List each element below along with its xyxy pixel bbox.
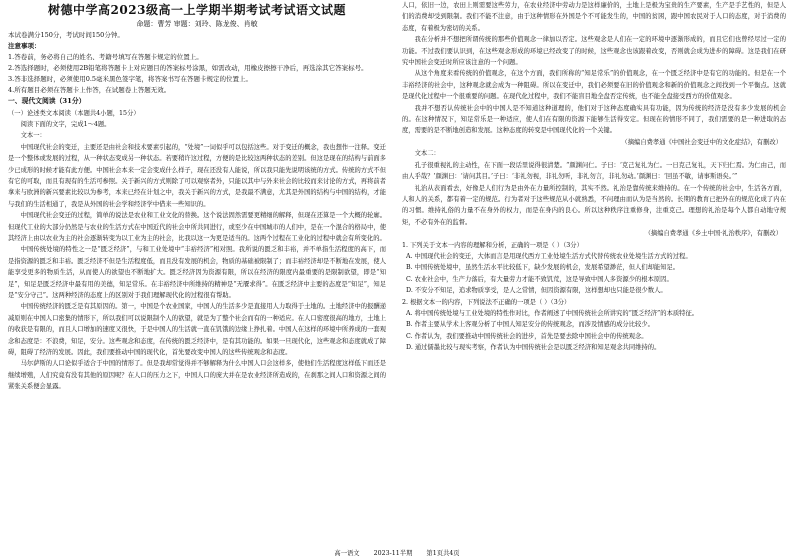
text1-paragraph: 中国传统经济的匮乏是有其原因的。第一，中国是个农业国家，中国人的生活多少是直接用人力取得于土地的。土地经济中的报酬递减原则在中国人口密集的情形下，所以我们可以说限制个人的欲望，就是为了整个社会而有的一种适应。在人口密度很高的地方，土地上的收获是有限的，而且人口增加的速度又很快，于是中国人的生活就一直在饥饿的边缘上挣扎着。中国人在这样的环境中所养成的一套观念和态度是：不浪费，知足，安分。这些观念和态度，在传统的匮乏经济中，是有其功能的。如果一旦现代化，这些观念和态度就成了障碍，阻碍了经济的发展。因此，我们要推动中国的现代化，首先要改变中国人的这些传统观念和态度。 <box>8 303 386 357</box>
right-column <box>402 0 786 548</box>
question-option: D. 不安分不知足，追求物质享受，是人之常情，但因资源有限，这样想却也只能是很少数人。 <box>406 287 667 295</box>
question-option: B. 中国传统处境中，虽然生活水平比较低下，缺少发展的机会，发展希望渺茫，但人们却能知足。 <box>406 264 680 272</box>
text1-continued: 我并不想否认传统社会中的中国人是不知道这种道理的，他们对于这种态度确实具有功能，因为传统的经济是没有多少发展的机会的。在这种情况下，知足常乐是一种适应，使人们在有限的资源下能够生活得安定。但现在的情形不同了，我们需要的是一种进取的态度，需要的是不断地创造和发展。这种态度的转变是中国现代化的一个关键。 <box>402 104 786 135</box>
question-option: A. 将中国传统处境与工业处境的特性作对比，作者阐述了中国传统社会所讲究的“匮乏经济”的本质特征。 <box>406 309 699 317</box>
footer-page: 第1页共4页 <box>426 550 460 557</box>
exam-authors: 命题：曹芳 审题：刘玲、陈龙俊、肖敏 <box>136 20 258 28</box>
subsection-heading: （一）论述类文本阅读（本题共4小题，15分） <box>8 109 140 117</box>
text1-continued: 人口，依旧一边，农田上则需要这些劳力，在农业经济中劳动力是这样廉价的，土地上是极为宝贵的生产要素，生产是手艺性的，但是人们的消费却受到限制。我们不能不注意，由于这种情形在外国是个不可能发生的，中国的贫困，跟中国农民对于人口的态度，对于消费的态度，有着极为密切的关系。 <box>402 2 786 32</box>
text2-label: 文本二： <box>414 150 440 158</box>
section-heading: 一、现代文阅读（31分） <box>8 97 86 105</box>
text1-continued: 我在分析并不想把所谓传统的那些价值观念一律加以否定。这些观念是人们在一定的环境中逐渐形成的，而且它们也曾经尽过一定的功能。不过我们要认识到，在这些观念形成的环境已经改变了的时候，这些观念也该跟着改变，否则就会成为进步的障碍。这是我们在研究中国社会变迁时所应该注意的一个问题。 <box>402 36 786 67</box>
page-footer <box>0 549 794 558</box>
question-option: A. 中国现代社会的变迁，大体而言是用现代西方工业处境生活方式代替传统农业处境生活方式的过程。 <box>406 252 692 260</box>
notice-heading: 注意事项： <box>8 42 41 50</box>
footer-subject: 高一语文 <box>334 550 360 557</box>
text1-continued: 从这个角度来看传统的价值观念，在这个方面，我们所称的“知足常乐”的价值观念，在一个匮乏经济中是有它的功能的。但是在一个丰裕经济的社会中，这种观念就会成为一种阻碍。所以在变迁中，我们必须要在旧的价值观念和新的价值观念之间找到一个平衡点。这就是现代化过程中一个很重要的问题。在现代化过程中，我们不能盲目地全盘否定传统，也不能全盘接受西方的价值观念。 <box>402 70 786 101</box>
footer-term: 2023-11半期 <box>373 550 413 557</box>
exam-info: 本试卷满分150分，考试时间150分钟。 <box>8 31 124 39</box>
exam-title: 树德中学高2023级高一上学期半期考试考试语文试题 <box>48 3 346 17</box>
text1-paragraph: 中国现代社会的变迁，主要还是由社会和技术要素引起的，“处境”一词似乎可以包括这些。对于变迁的概念，我也想作一注释。变迁是一个整体或发展的过程，从一种状态变成另一种状态。若要稍许这过程，方便的是比较这两种状态的差别。但这是现在的结构与前面多少已成形的时候才能有此方便。中国社会本来一定会变成什么样子，现在还没有人能说，所以我只能先说明该统的方式。传统的方式不但有它的可取，而且有现有的生活可参照。关于新兴的方式则除了可以观察者外，只能以其中与外来社会的比较而来讨论的方式，再将前者拿来与欧洲的新兴要素比较以为参考，本来已经在计划之中，我关于新兴的方式，是我最不满意，尤其是外国的结构与中国的结构，才能与我们的生活相通了，我是从外国的社会学和经济学中借来一些知识的。 <box>8 143 386 208</box>
notice-item: 3.答非选择题时，必须使用0.5毫米黑色签字笔，将答案书写在答题卡规定的位置上。 <box>8 75 253 83</box>
question-option: D. 通过儒墨比较与现实考察，作者认为中国传统社会是以匮乏经济和知足观念共同维持的。 <box>406 344 661 352</box>
question-option: C. 农业社会中，生产力落后，有大量劳力才能不致饥荒，这是导致中国人多资源少的根本原因。 <box>406 275 673 283</box>
question-option: C. 作者认为，我们要推动中国传统社会的进步，首先是要去除中国社会中的传统观念。 <box>406 332 648 340</box>
notice-item: 1.答卷前，务必将自己的姓名、考籍号填写在答题卡规定的位置上。 <box>8 53 203 61</box>
text2-paragraph: 孔子很重视礼的主动性，在下面一段话里说得很清楚。“颜渊问仁。子曰：‘克己复礼为仁。一日克己复礼，天下归仁焉。为仁由己，而由人乎哉？’颜渊曰：‘请问其目。’子曰：‘非礼勿视，非礼勿听，非礼勿言，非礼勿动。’颜渊曰：‘回虽不敏，请事斯语矣。’” <box>402 161 786 181</box>
text1-paragraph: 中国现代社会变迁的过程，简单的说法是农业和工业文化的替换。这个说法固然需要更精细的解释，但现在还算是一个大概的轮廓。但现代工业的大部分仍然是与农业的生活方式在中国近代的社会中所共同进行，或至少在中国城市的人们中，是在一个混合的格局中，使其经济上由以农业为主的社会逐渐转变为以工业为主的社会，比我以这一为更是适当的。这两个过程在工业化的过程中就会有所变化的。 <box>8 212 386 242</box>
source-citation-1: （摘编自费孝通《中国社会变迁中的文化症结》，有删改） <box>621 138 782 146</box>
text2-paragraph: 礼治从表面看去，好像是人们行为是由外在力量所控制的，其实不然。礼治是靠传统来维持的。在一个传统的社会中，生活各方面，人和人的关系，都有着一定的规范。行为者对于这些规范从小就熟悉，不问理由而认为是当然的。长期的教育已把外在的规范化成了内在的习惯。维持礼俗的力量不在身外的权力，而是在身内的良心。所以这种秩序注重修身，注重克己。理想的礼治是每个人都自动地守规矩，不必有外在的监督。 <box>402 184 786 226</box>
notice-item: 4.所有题目必须在答题卡上作答，在试题卷上答题无效。 <box>8 86 171 94</box>
notice-item: 2.答选择题时，必须使用2B铅笔将答题卡上对应题目的答案标号涂黑，如需改动，用橡皮擦擦干净后，再选涂其它答案标号。 <box>8 64 368 72</box>
instruction: 阅读下面的文字，完成1～4题。 <box>20 120 111 128</box>
text1-label: 文本一： <box>20 132 46 140</box>
question-option: B. 作者主要从学术上客观分析了中国人知足安分的传统观念，而涉及情感的成分比较少。 <box>406 321 654 329</box>
source-citation-2: （摘编自费孝通《乡土中国·礼治秩序》，有删改） <box>644 230 782 238</box>
question-stem: 1. 下列关于文本一内容的理解和分析，正确的一项是（ ）（3分） <box>402 241 583 249</box>
text1-paragraph: 马尔萨斯的人口论似乎适合于中国的情形了。但是我却常觉得并不够解释为什么中国人口会这样多，使他们生活程度这样低下而还是继续增殖，人们究竟有没有其他的原因呢？在人口的压力之下，中国人口的庞大并在是农业经济所造成的，在刹那之间人口和资源之间的紧张关系便会显露。 <box>8 360 386 391</box>
text1-paragraph: 中国传统处境的特性之一是“匮乏经济”，与和工业处境中“丰裕经济”相对照。我所说的匮乏和丰裕，并不单指生活程度的高下，而是指资源的匮乏和丰裕。匮乏经济不但是生活程度低，而且没有发展的机会，物质的基础被限制了；而丰裕经济却是不断地在发展，使人能享受更多的物质生活，从而使人的欲望也不断地扩大。匮乏经济因为资源有限，所以在经济的限度内最重要的是限制欲望，即是“知足”，知足是匮乏经济中最有用的美德，知足常乐。在丰裕经济中所维持的精神是“无餍求得”。在匮乏经济中主要的态度是“知足”，知足是“安分守己”。这两种经济的态度上的区别对于我们理解现代化的过程很有帮助。 <box>8 246 386 299</box>
left-column <box>8 0 386 548</box>
question-stem: 2. 根据文本一的内容，下列说法不正确的一项是（ ）（3分） <box>402 298 571 306</box>
